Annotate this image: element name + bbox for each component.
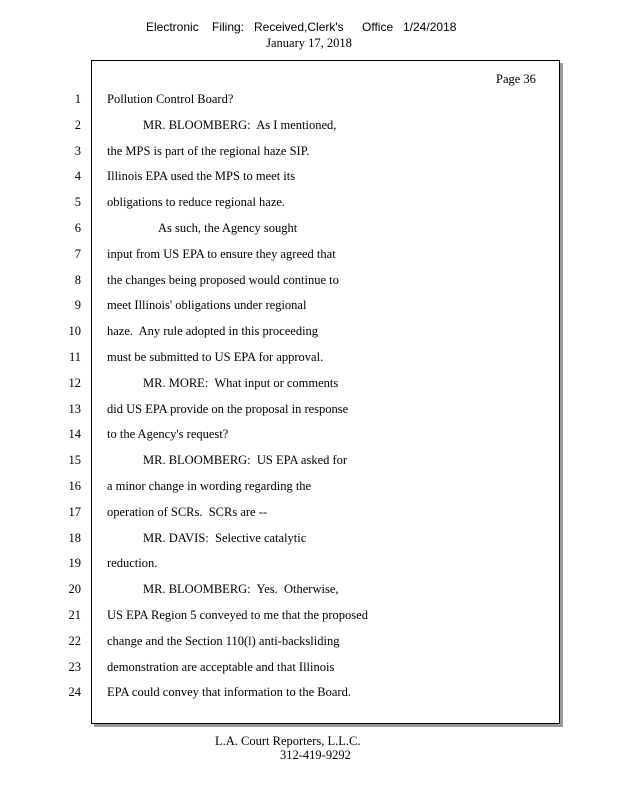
transcript-line [0, 479, 618, 497]
line-text: obligations to reduce regional haze. [107, 195, 286, 210]
stamp-date: 1/24/2018 [403, 20, 457, 34]
line-number: 21 [68, 608, 81, 622]
line-text: to the Agency's request? [107, 427, 229, 442]
transcript-date: January 17, 2018 [266, 36, 352, 50]
transcript-line [0, 195, 618, 213]
transcript-line [0, 556, 618, 574]
line-text: MR. MORE: What input or comments [143, 375, 339, 390]
reporter-company: L.A. Court Reporters, L.L.C. [215, 734, 361, 748]
transcript-line [0, 350, 618, 368]
line-number: 17 [68, 504, 81, 519]
transcript-line [0, 505, 618, 523]
stamp-filing: Filing: [212, 20, 245, 34]
transcript-line [0, 634, 618, 652]
line-number: 11 [68, 350, 81, 364]
filing-stamp [0, 20, 618, 36]
line-text: MR. BLOOMBERG: US EPA asked for [143, 453, 348, 468]
transcript-line [0, 118, 618, 136]
page-number: Page 36 [496, 72, 536, 86]
line-number: 22 [68, 633, 81, 648]
line-number: 3 [74, 143, 81, 158]
line-text: must be submitted to US EPA for approval. [107, 350, 324, 364]
line-text: the MPS is part of the regional haze SIP. [107, 143, 310, 158]
line-number: 14 [68, 427, 81, 442]
line-text: US EPA Region 5 conveyed to me that the proposed [107, 608, 368, 622]
transcript-line [0, 144, 618, 162]
transcript-line [0, 324, 618, 342]
line-text: change and the Section 110(l) anti-backsliding [107, 633, 340, 648]
line-number: 16 [68, 479, 81, 493]
line-number: 7 [74, 246, 81, 261]
transcript-line [0, 402, 618, 420]
line-text: reduction. [107, 556, 158, 571]
line-number: 4 [74, 169, 81, 184]
line-text: did US EPA provide on the proposal in response [107, 401, 349, 416]
line-text: operation of SCRs. SCRs are -- [107, 504, 268, 519]
transcript-line [0, 376, 618, 394]
line-text: MR. BLOOMBERG: Yes. Otherwise, [143, 582, 339, 597]
line-text: Illinois EPA used the MPS to meet its [107, 169, 296, 184]
transcript-line [0, 298, 618, 316]
line-number: 12 [68, 375, 81, 390]
line-text: a minor change in wording regarding the [107, 479, 312, 493]
line-text: meet Illinois' obligations under regional [107, 298, 307, 313]
stamp-office: Office [362, 20, 394, 34]
line-number: 9 [74, 298, 81, 313]
line-number: 1 [74, 92, 81, 106]
transcript-line [0, 531, 618, 549]
line-number: 8 [74, 272, 81, 287]
transcript-line [0, 582, 618, 600]
stamp-received-clerks: Received,Clerk's [254, 20, 344, 34]
line-number: 18 [68, 530, 81, 545]
line-number: 15 [68, 453, 81, 468]
line-text: input from US EPA to ensure they agreed that [107, 246, 336, 261]
transcript-line [0, 453, 618, 471]
line-number: 10 [68, 324, 81, 339]
transcript-line [0, 273, 618, 291]
line-text: MR. DAVIS: Selective catalytic [143, 530, 307, 545]
line-number: 23 [68, 659, 81, 674]
line-text: demonstration are acceptable and that Illinois [107, 659, 335, 674]
line-number: 24 [68, 685, 81, 700]
transcript-line [0, 427, 618, 445]
transcript-line [0, 92, 618, 110]
line-number: 20 [68, 582, 81, 597]
transcript-line [0, 660, 618, 678]
reporter-phone: 312-419-9292 [280, 748, 351, 762]
line-text: haze. Any rule adopted in this proceeding [107, 324, 319, 339]
line-text: the changes being proposed would continue to [107, 272, 339, 287]
line-text: As such, the Agency sought [158, 221, 298, 235]
transcript-line [0, 247, 618, 265]
transcript-line [0, 608, 618, 626]
line-text: Pollution Control Board? [107, 92, 234, 106]
stamp-electronic: Electronic [146, 20, 199, 34]
transcript-line [0, 169, 618, 187]
line-number: 6 [74, 221, 81, 235]
line-number: 19 [68, 556, 81, 571]
line-number: 2 [74, 117, 81, 132]
line-text: MR. BLOOMBERG: As I mentioned, [143, 117, 337, 132]
transcript-line [0, 221, 618, 239]
transcript-line [0, 685, 618, 703]
line-number: 13 [68, 401, 81, 416]
line-number: 5 [74, 195, 81, 210]
line-text: EPA could convey that information to the Board. [107, 685, 351, 700]
